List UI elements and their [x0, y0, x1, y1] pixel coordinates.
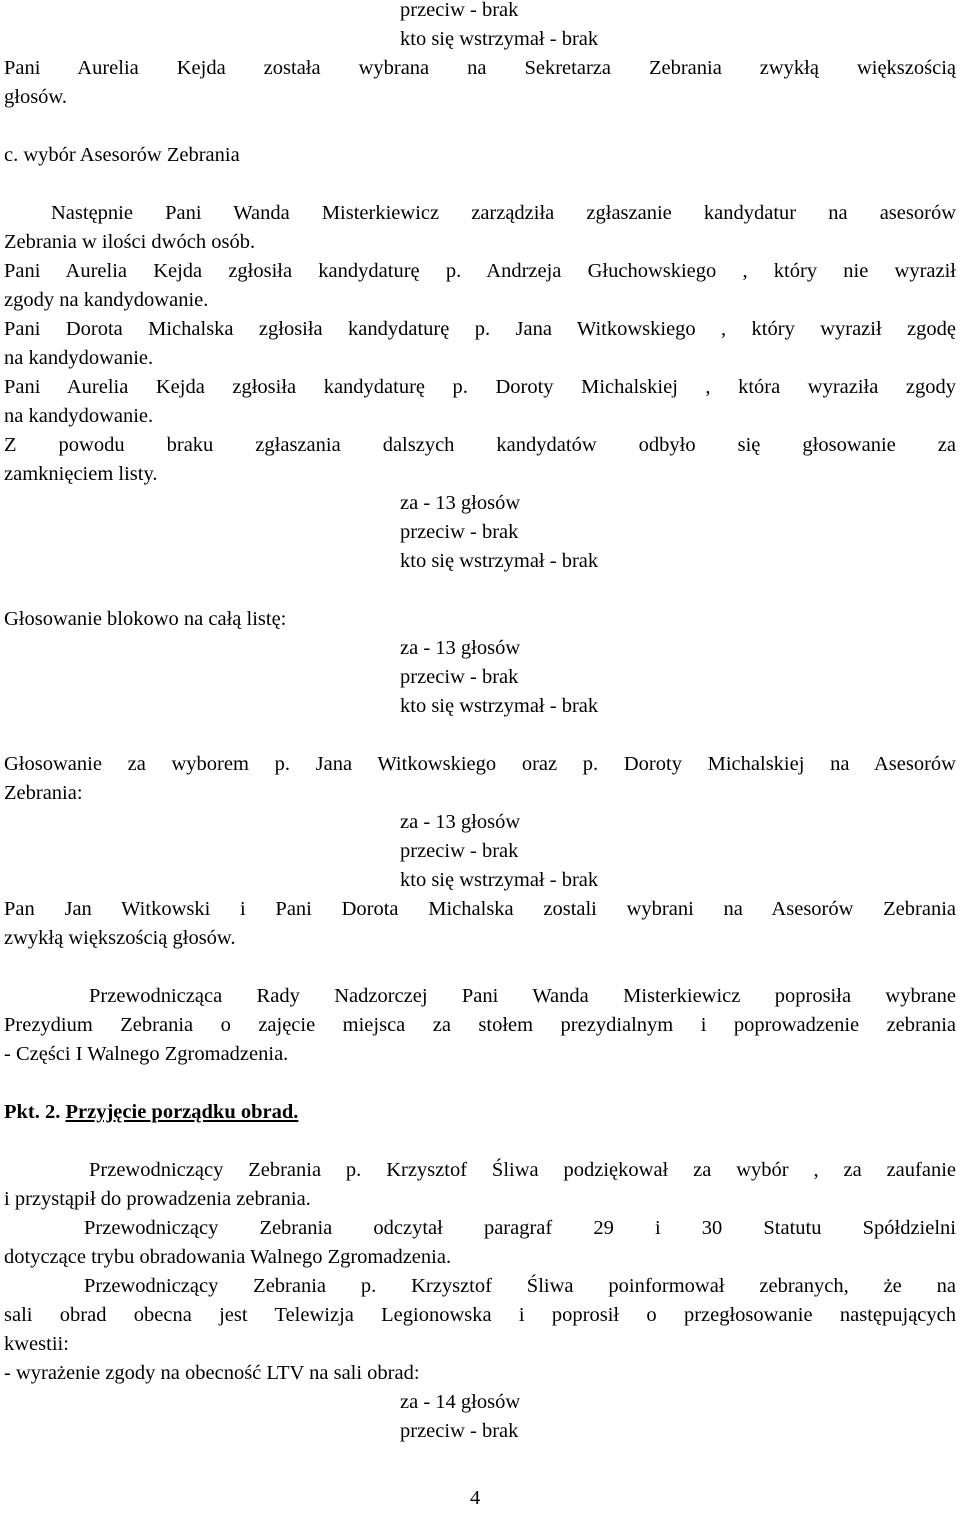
section-heading: c. wybór Asesorów Zebrania: [4, 144, 240, 166]
vote-abstain: kto się wstrzymał - brak: [400, 28, 599, 50]
vote-for: za - 13 głosów: [400, 637, 521, 659]
paragraph-line: zgody na kandydowanie.: [4, 289, 209, 311]
vote-abstain: kto się wstrzymał - brak: [400, 869, 599, 891]
paragraph-line: Zebrania:: [4, 782, 83, 804]
paragraph-line: sali obrad obecna jest Telewizja Legionowska i poprosił o przegłosowanie następujących: [4, 1304, 956, 1326]
vote-abstain: kto się wstrzymał - brak: [400, 550, 599, 572]
vote-for: za - 13 głosów: [400, 492, 521, 514]
vote-against: przeciw - brak: [400, 521, 519, 543]
paragraph-line: Pani Aurelia Kejda została wybrana na Sekretarza Zebrania zwykłą większością: [4, 57, 956, 79]
paragraph-line: zwykłą większością głosów.: [4, 927, 236, 949]
paragraph-line: dotyczące trybu obradowania Walnego Zgromadzenia.: [4, 1246, 452, 1268]
paragraph-line: Przewodnicząca Rady Nadzorczej Pani Wanda Misterkiewicz poprosiła wybrane: [89, 985, 956, 1007]
paragraph-line: Pani Aurelia Kejda zgłosiła kandydaturę p. Andrzeja Głuchowskiego , który nie wyraził: [4, 260, 956, 282]
paragraph-line: Pani Dorota Michalska zgłosiła kandydaturę p. Jana Witkowskiego , który wyraził zgodę: [4, 318, 956, 340]
paragraph-line: Przewodniczący Zebrania p. Krzysztof Śliwa podziękował za wybór , za zaufanie: [89, 1159, 956, 1181]
paragraph-line: Pan Jan Witkowski i Pani Dorota Michalska zostali wybrani na Asesorów Zebrania: [4, 898, 956, 920]
paragraph-line: - Części I Walnego Zgromadzenia.: [4, 1043, 289, 1065]
paragraph-line: Głosowanie blokowo na całą listę:: [4, 608, 287, 630]
vote-against: przeciw - brak: [400, 1420, 519, 1442]
paragraph-line: Przewodniczący Zebrania odczytał paragraf 29 i 30 Statutu Spółdzielni: [84, 1217, 956, 1239]
paragraph-line: zamknięciem listy.: [4, 463, 158, 485]
paragraph-line: Następnie Pani Wanda Misterkiewicz zarządziła zgłaszanie kandydatur na asesorów: [51, 202, 956, 224]
paragraph-line: i przystąpił do prowadzenia zebrania.: [4, 1188, 311, 1210]
paragraph-line: Z powodu braku zgłaszania dalszych kandydatów odbyło się głosowanie za: [4, 434, 956, 456]
page-number: 4: [470, 1487, 481, 1509]
vote-for: za - 13 głosów: [400, 811, 521, 833]
paragraph-line: Pani Aurelia Kejda zgłosiła kandydaturę p. Doroty Michalskiej , która wyraziła zgody: [4, 376, 956, 398]
vote-against: przeciw - brak: [400, 0, 519, 21]
vote-against: przeciw - brak: [400, 840, 519, 862]
paragraph-line: kwestii:: [4, 1333, 69, 1355]
paragraph-line: głosów.: [4, 86, 68, 108]
agenda-item-heading: [4, 1098, 956, 1127]
paragraph-line: Prezydium Zebrania o zajęcie miejsca za stołem prezydialnym i poprowadzenie zebrania: [4, 1014, 956, 1036]
paragraph-line: - wyrażenie zgody na obecność LTV na sali obrad:: [4, 1362, 420, 1384]
paragraph-line: Zebrania w ilości dwóch osób.: [4, 231, 256, 253]
paragraph-line: na kandydowanie.: [4, 347, 154, 369]
paragraph-line: na kandydowanie.: [4, 405, 154, 427]
vote-abstain: kto się wstrzymał - brak: [400, 695, 599, 717]
paragraph-line: Głosowanie za wyborem p. Jana Witkowskiego oraz p. Doroty Michalskiej na Asesorów: [4, 753, 956, 775]
vote-for: za - 14 głosów: [400, 1391, 521, 1413]
agenda-item-title: Przyjęcie porządku obrad.: [65, 1101, 299, 1123]
paragraph-line: Przewodniczący Zebrania p. Krzysztof Śliwa poinformował zebranych, że na: [84, 1275, 956, 1297]
agenda-item-number: Pkt. 2.: [4, 1101, 61, 1123]
vote-against: przeciw - brak: [400, 666, 519, 688]
